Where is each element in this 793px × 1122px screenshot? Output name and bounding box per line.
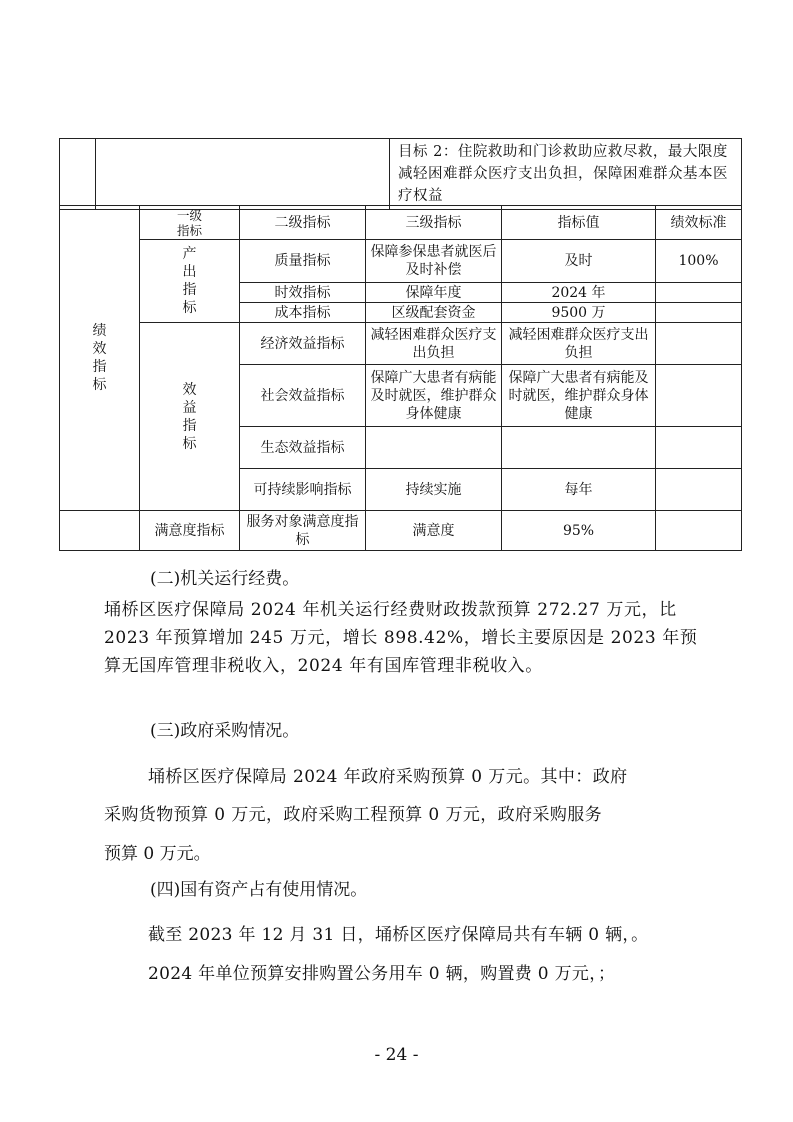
cell-level2: 经济效益指标 [240,323,366,365]
cell-level2: 可持续影响指标 [240,469,366,511]
cell-level2: 生态效益指标 [240,427,366,469]
cell-standard [656,365,742,427]
table-row [60,323,742,365]
cell-level3: 保障广大患者有病能及时就医，维护群众身体健康 [366,365,502,427]
goal2-text: 目标 2：住院救助和门诊救助应救尽救，最大限度减轻困难群众医疗支出负担，保障困难群众基本医疗权益 [398,144,728,204]
performance-indicator-table [59,205,742,551]
side-label-empty [60,511,140,551]
cell-value: 及时 [502,240,656,283]
cell-level2: 时效指标 [240,283,366,303]
section-3-line-1: 埇桥区医疗保障局 2024 年政府采购预算 0 万元。其中：政府 [148,767,628,787]
cell-level2: 社会效益指标 [240,365,366,427]
section-4-title: (四)国有资产占有使用情况。 [150,880,368,900]
benefit-indicator-label: 效 益 指 标 [140,323,240,511]
cell-level3: 区级配套资金 [366,303,502,323]
cell-value [502,427,656,469]
prev-table-fragment [59,138,742,210]
cell-level3: 减轻困难群众医疗支出负担 [366,323,502,365]
header-value: 指标值 [502,206,656,240]
cell-standard [656,303,742,323]
output-indicator-label: 产 出 指 标 [140,240,240,323]
cell-level2: 服务对象满意度指标 [240,511,366,551]
frag-goal2-cell [390,139,742,210]
cell-value: 95% [502,511,656,551]
section-4-line-2: 2024 年单位预算安排购置公务用车 0 辆，购置费 0 万元，； [148,964,616,984]
header-standard: 绩效标准 [656,206,742,240]
cell-standard [656,323,742,365]
frag-cell-1 [60,139,96,210]
cell-value: 减轻困难群众医疗支出负担 [502,323,656,365]
section-2-title: (二)机关运行经费。 [150,569,300,589]
satisfaction-indicator-label: 满意度指标 [140,511,240,551]
header-level3: 三级指标 [366,206,502,240]
cell-standard [656,469,742,511]
cell-level3: 满意度 [366,511,502,551]
cell-level3: 保障年度 [366,283,502,303]
cell-level3: 保障参保患者就医后及时补偿 [366,240,502,283]
cell-level3 [366,427,502,469]
table-header-row [60,206,742,240]
cell-standard [656,427,742,469]
cell-standard [656,283,742,303]
cell-level3: 持续实施 [366,469,502,511]
cell-value: 每年 [502,469,656,511]
section-4-line-1: 截至 2023 年 12 月 31 日，埇桥区医疗保障局共有车辆 0 辆，。 [148,925,649,945]
page-number: - 24 - [374,1045,419,1065]
table-row [60,511,742,551]
cell-value: 保障广大患者有病能及时就医，维护群众身体健康 [502,365,656,427]
cell-standard [656,511,742,551]
cell-level2: 质量指标 [240,240,366,283]
section-2-body: 埇桥区医疗保障局 2024 年机关运行经费财政拨款预算 272.27 万元，比 2023 年预算增加 245 万元，增长 898.42%，增长主要原因是 2023 年预算无国库管理非税收入，2024 年有国库管理非税收入。 [104,600,698,676]
section-3-line-2: 采购货物预算 0 万元，政府采购工程预算 0 万元，政府采购服务 [104,805,603,825]
section-3-title: (三)政府采购情况。 [150,721,300,741]
header-level1: 一级 指标 [140,206,240,240]
table-row [60,240,742,283]
section-3-line-3: 预算 0 万元。 [104,844,211,864]
cell-value: 2024 年 [502,283,656,303]
cell-value: 9500 万 [502,303,656,323]
side-label-performance: 绩 效 指 标 [60,206,140,511]
frag-cell-2 [96,139,390,210]
header-level2: 二级指标 [240,206,366,240]
cell-level2: 成本指标 [240,303,366,323]
cell-standard: 100% [656,240,742,283]
